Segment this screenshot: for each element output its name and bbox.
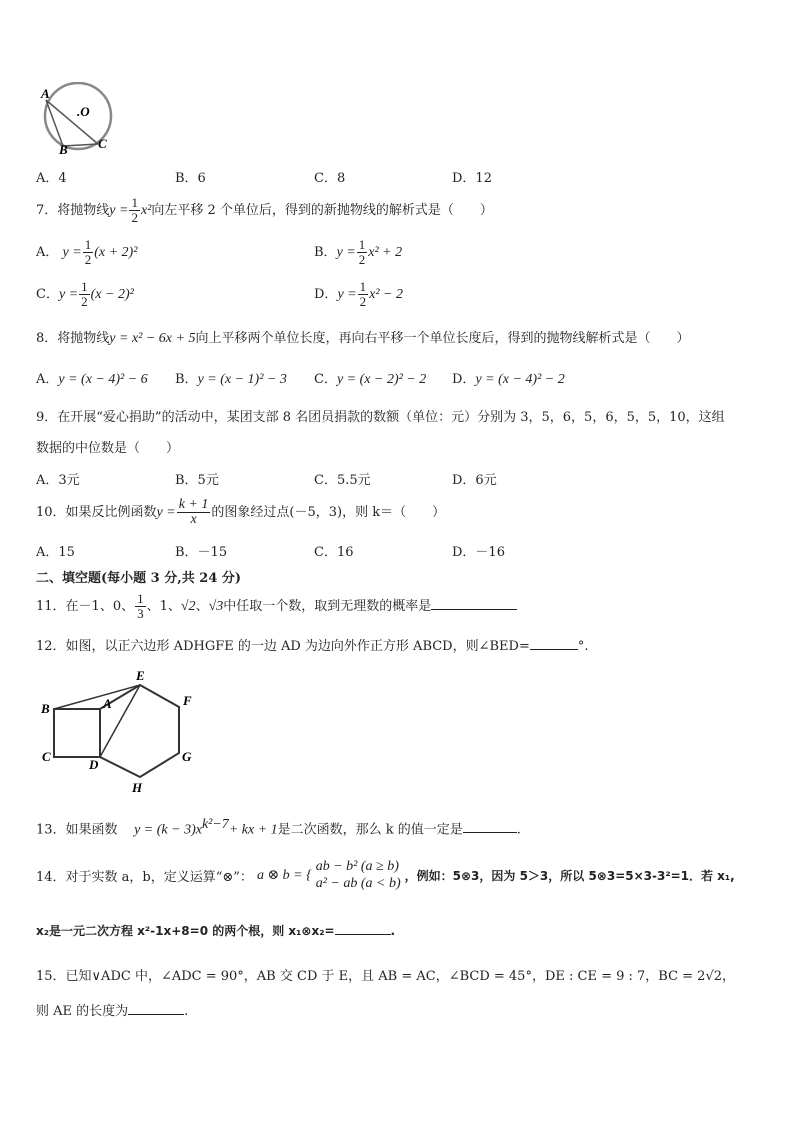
- q13-answer-blank[interactable]: [463, 831, 517, 833]
- q6-label-o: .O: [77, 104, 90, 119]
- q11-answer-blank[interactable]: [431, 608, 517, 610]
- q8-option-c[interactable]: C．y = (x − 2)² − 2: [314, 372, 427, 387]
- q15-stem-line1: 15．已知∨ADC 中，∠ADC = 90°，AB 交 CD 于 E，且 AB = AC，∠BCD = 45°，DE : CE = 9 : 7，BC = 2√2，: [36, 969, 736, 984]
- q10-option-a[interactable]: A．15: [36, 545, 75, 560]
- q12-label-f: F: [183, 693, 192, 708]
- q8-stem: 8．将抛物线y = x² − 6x + 5向上平移两个单位长度，再向右平移一个单位长度后，得到的抛物线解析式是（ ）: [36, 331, 690, 346]
- q14-stem-line1: 14．对于实数 a，b，定义运算“⊗”： a ⊗ b = { ab − b² (a ≥ b) a² − ab (a < b) ，例如：5⊗3，因为 5＞3，所以 5⊗3=5×3-3²=1．若 x₁,: [36, 859, 735, 891]
- q7-option-d[interactable]: D．y = $\frac{1}{2}$ x² − 2: [314, 279, 403, 309]
- square-abcd: [54, 709, 100, 757]
- q6-option-a[interactable]: A．4: [36, 171, 67, 186]
- q7-func-fraction: $\frac{1}{2}$: [131, 195, 138, 225]
- q13-stem: 13．如果函数 $y = (k - 3)x^{k^2-7}+$ kx + 1是二次函数，那么 k 的值一定是 .: [36, 817, 521, 838]
- q15-stem-line2: 则 AE 的长度为 .: [36, 1004, 189, 1019]
- q8-option-d[interactable]: D．y = (x − 4)² − 2: [452, 372, 565, 387]
- q15-answer-blank[interactable]: [128, 1013, 184, 1015]
- q10-option-c[interactable]: C．16: [314, 545, 354, 560]
- q12-label-a: A: [103, 696, 112, 711]
- q12-answer-blank[interactable]: [530, 648, 578, 650]
- q12-label-c: C: [42, 749, 51, 764]
- q8-option-b[interactable]: B．y = (x − 1)² − 3: [175, 372, 287, 387]
- q9-stem-line2: 数据的中位数是（ ）: [36, 441, 180, 456]
- q6-label-b: B: [59, 142, 68, 154]
- q6-option-d[interactable]: D．12: [452, 171, 492, 186]
- q7-option-b[interactable]: B．y = $\frac{1}{2}$ x² + 2: [314, 237, 403, 267]
- q9-option-c[interactable]: C．5.5元: [314, 473, 371, 488]
- q12-hexagon-figure: [36, 665, 206, 797]
- q14-cases: ab − b² (a ≥ b) a² − ab (a < b): [315, 859, 401, 891]
- q10-fraction: $\frac{k + 1}{x}$: [178, 497, 209, 527]
- q7-option-a[interactable]: A． y = $\frac{1}{2}$ (x + 2)²: [36, 237, 138, 267]
- segment-be: [54, 685, 140, 709]
- q14-answer-blank[interactable]: [335, 933, 391, 935]
- q6-label-a: A: [41, 86, 50, 101]
- q8-option-a[interactable]: A．y = (x − 4)² − 6: [36, 372, 148, 387]
- q10-option-d[interactable]: D．－16: [452, 545, 505, 560]
- q12-label-d: D: [89, 757, 99, 772]
- q12-label-g: G: [182, 749, 192, 764]
- q12-stem: 12．如图，以正六边形 ADHGFE 的一边 AD 为边向外作正方形 ABCD，则∠BED= °.: [36, 639, 589, 654]
- q9-stem-line1: 9．在开展“爱心捐助”的活动中，某团支部 8 名团员捐款的数额（单位：元）分别为 3，5，6，5，6，5，5，10，这组: [36, 410, 725, 425]
- q14-stem-line2: x₂是一元二次方程 x²-1x+8=0 的两个根，则 x₁⊗x₂= .: [36, 924, 396, 938]
- q9-option-d[interactable]: D．6元: [452, 473, 497, 488]
- q7-option-c[interactable]: C．y = $\frac{1}{2}$ (x − 2)²: [36, 279, 134, 309]
- section-heading: 二、填空题(每小题 3 分,共 24 分): [36, 571, 242, 586]
- q10-option-b[interactable]: B．－15: [175, 545, 228, 560]
- q9-option-a[interactable]: A．3元: [36, 473, 80, 488]
- q6-circle-figure: [38, 82, 118, 154]
- q6-label-c: C: [98, 136, 107, 151]
- q10-stem: 10．如果反比例函数y = $\frac{k + 1}{x}$ 的图象经过点(－5，3)，则 k＝（ ）: [36, 497, 446, 527]
- q11-stem: 11．在－1、0、 $\frac{1}{3}$ 、1、√2、√3中任取一个数，取到无理数的概率是: [36, 588, 517, 626]
- q9-option-b[interactable]: B．5元: [175, 473, 219, 488]
- q12-label-b: B: [41, 701, 50, 716]
- q6-option-b[interactable]: B．6: [175, 171, 206, 186]
- q6-option-c[interactable]: C．8: [314, 171, 346, 186]
- q12-label-h: H: [132, 780, 143, 795]
- hexagon-adhgfe: [100, 685, 179, 777]
- q12-label-e: E: [136, 668, 145, 683]
- q7-stem: 7．将抛物线y = $\frac{1}{2}$ x²向左平移 2 个单位后，得到的新抛物线的解析式是（ ）: [36, 195, 493, 225]
